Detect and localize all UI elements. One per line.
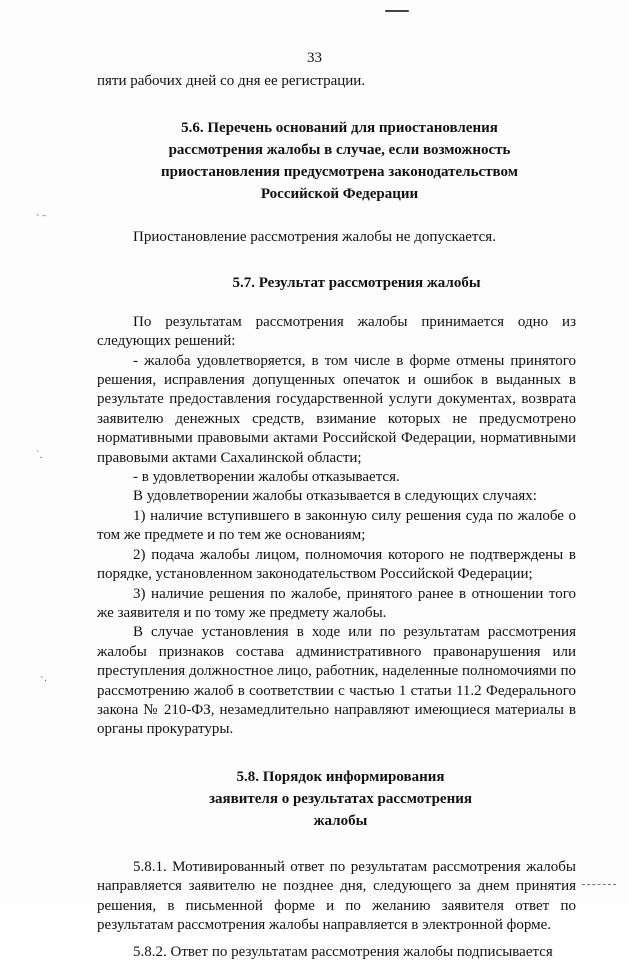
scan-mark: ˋ.	[36, 449, 43, 461]
scan-mark	[385, 10, 409, 12]
paragraph: - жалоба удовлетворяется, в том числе в форме отмены принятого решения, исправления допущенных опечаток и ошибок в выданных в результате предоставления государственной услуги документах, возврата заявителю денежных средств, взимание которых не предусмотрено нормативными правовыми актами Российской Федерации, нормативными правовыми актами Сахалинской области;	[97, 352, 576, 466]
scan-mark	[582, 884, 616, 886]
paragraph: 1) наличие вступившего в законную силу решения суда по жалобе о том же предмете и по тем же основаниям;	[97, 507, 576, 544]
paragraph: 3) наличие решения по жалобе, принятого ранее в отношении того же заявителя и по тому же предмету жалобы.	[97, 585, 576, 621]
page-number: 33	[307, 50, 322, 66]
paragraph: - в удовлетворении жалобы отказывается.	[133, 469, 400, 486]
scan-mark: ˋ·	[40, 675, 48, 687]
paragraph: 5.8.2. Ответ по результатам рассмотрения жалобы подписывается	[133, 944, 553, 961]
paragraph: 2) подача жалобы лицом, полномочия которого не подтверждены в порядке, установленном законодательством Российской Федерации;	[97, 546, 576, 583]
paragraph: Приостановление рассмотрения жалобы не допускается.	[133, 229, 496, 246]
paragraph: В удовлетворении жалобы отказывается в следующих случаях:	[133, 488, 537, 505]
paragraph: По результатам рассмотрения жалобы принимается одно из следующих решений:	[97, 313, 576, 350]
paragraph: 5.8.1. Мотивированный ответ по результатам рассмотрения жалобы направляется заявителю не позднее дня, следующего за днем принятия решения, в письменной форме и по желанию заявителя ответ по результатам рассмотрения жалобы направляется в электронной форме.	[97, 858, 576, 933]
document-body	[97, 72, 576, 963]
paragraph: В случае установления в ходе или по результатам рассмотрения жалобы признаков состава административного правонарушения или преступления должностное лицо, работник, наделенные полномочиями по рассмотрению жалоб в соответствии с частью 1 статьи 11.2 Федерального закона № 210-ФЗ, незамедлительно направляют имеющиеся материалы в органы прокуратуры.	[97, 624, 576, 738]
scan-mark: ˋ ˉ	[36, 213, 47, 225]
section-heading-5-7: 5.7. Результат рассмотрения жалобы	[232, 274, 481, 291]
section-heading-5-6: 5.6. Перечень оснований для приостановления рассмотрения жалобы в случае, если возможность приостановления предусмотрена законодательством Российской Федерации	[161, 120, 518, 203]
section-heading-5-8: 5.8. Порядок информирования заявителя о результатах рассмотрения жалобы	[209, 768, 472, 829]
paragraph: пяти рабочих дней со дня ее регистрации.	[97, 73, 366, 89]
